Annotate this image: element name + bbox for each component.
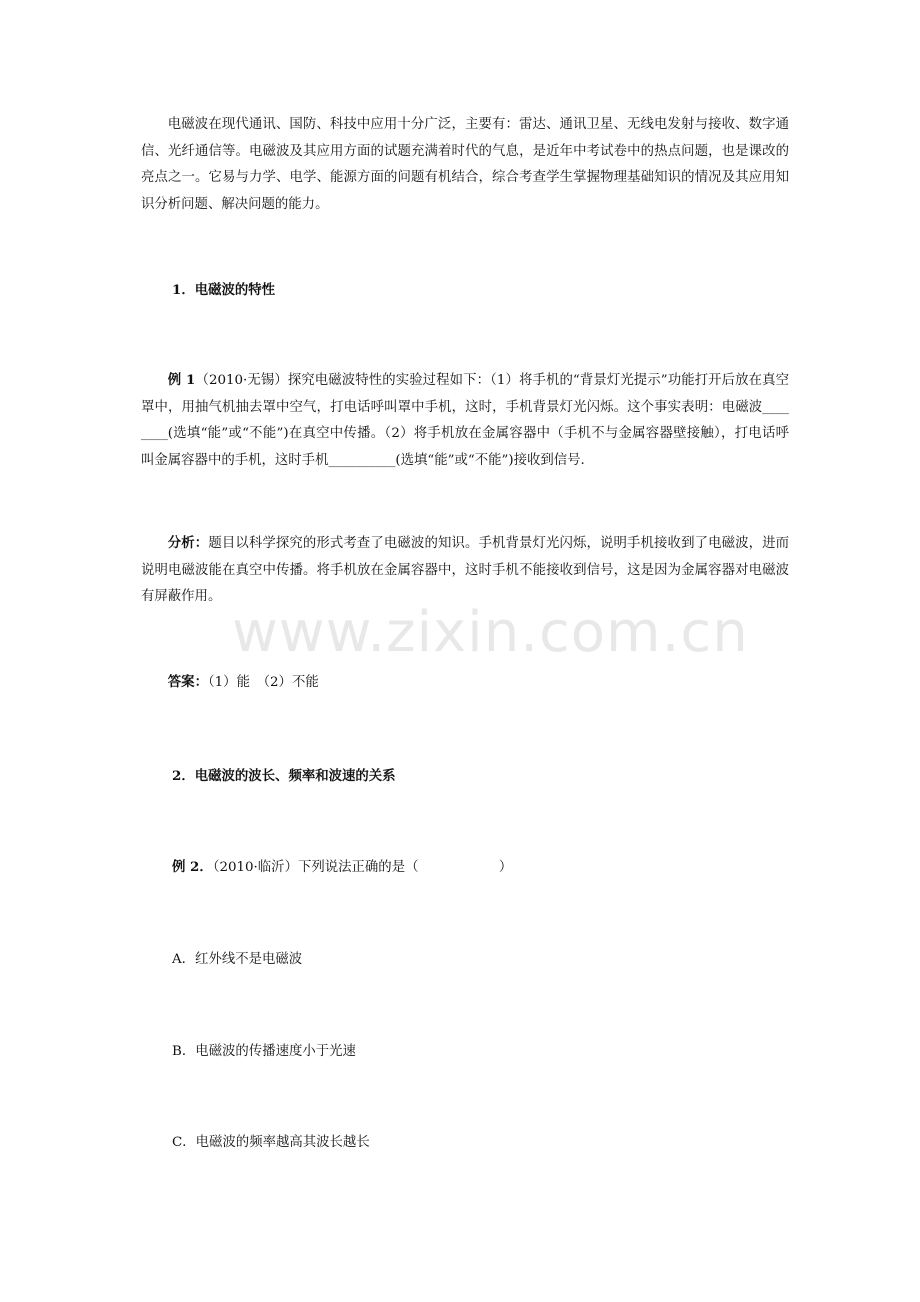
analysis-1-paragraph	[141, 530, 789, 611]
intro-text: 电磁波在现代通讯、国防、科技中应用十分广泛，主要有：雷达、通讯卫星、无线电发射与接收、数字通信、光纤通信等。电磁波及其应用方面的试题充满着时代的气息，是近年中考试卷中的热点问题，也是课改的亮点之一。它易与力学、电学、能源方面的问题有机结合，综合考查学生掌握物理基础知识的情况及其应用知识分析问题、解决问题的能力。	[141, 117, 789, 212]
answer-1-label: 答案：	[167, 674, 208, 690]
example-1-paragraph	[141, 367, 789, 474]
example-2-line	[172, 856, 512, 875]
analysis-1-label: 分析：	[167, 535, 209, 551]
section-2-heading: 2．电磁波的波长、频率和波速的关系	[172, 768, 396, 784]
example-2-label: 例 2．	[172, 859, 213, 875]
example-1-text: （2010·无锡）探究电磁波特性的实验过程如下：（1）将手机的“背景灯光提示”功能打开后放在真空罩中，用抽气机抽去罩中空气，打电话呼叫罩中手机，这时，手机背景灯光闪烁。这个事实表明：电磁波________(选填“能”或“不能”)在真空中传播。（2）将手机放在金属容器中（手机不与金属容器壁接触），打电话呼叫金属容器中的手机，这时手机__________(选填“能”或“不能”)接收到信号.	[141, 373, 789, 468]
section-1-heading: 1．电磁波的特性	[172, 282, 276, 298]
answer-1-paragraph	[141, 669, 789, 697]
analysis-1-text: 题目以科学探究的形式考查了电磁波的知识。手机背景灯光闪烁，说明手机接收到了电磁波，进而说明电磁波能在真空中传播。将手机放在金属容器中，这时手机不能接收到信号，这是因为金属容器对电磁波有屏蔽作用。	[141, 536, 790, 604]
answer-1-text: （1）能 （2）不能	[207, 675, 319, 690]
option-b: B．电磁波的传播速度小于光速	[172, 1044, 356, 1059]
option-a: A．红外线不是电磁波	[172, 952, 303, 967]
option-c: C．电磁波的频率越高其波长越长	[172, 1135, 370, 1150]
example-1-label: 例 1	[167, 372, 196, 388]
intro-paragraph	[141, 112, 789, 218]
watermark: www.zixin.com.cn	[232, 600, 749, 665]
example-2-text: （2010·临沂）下列说法正确的是（ ）	[212, 860, 513, 875]
